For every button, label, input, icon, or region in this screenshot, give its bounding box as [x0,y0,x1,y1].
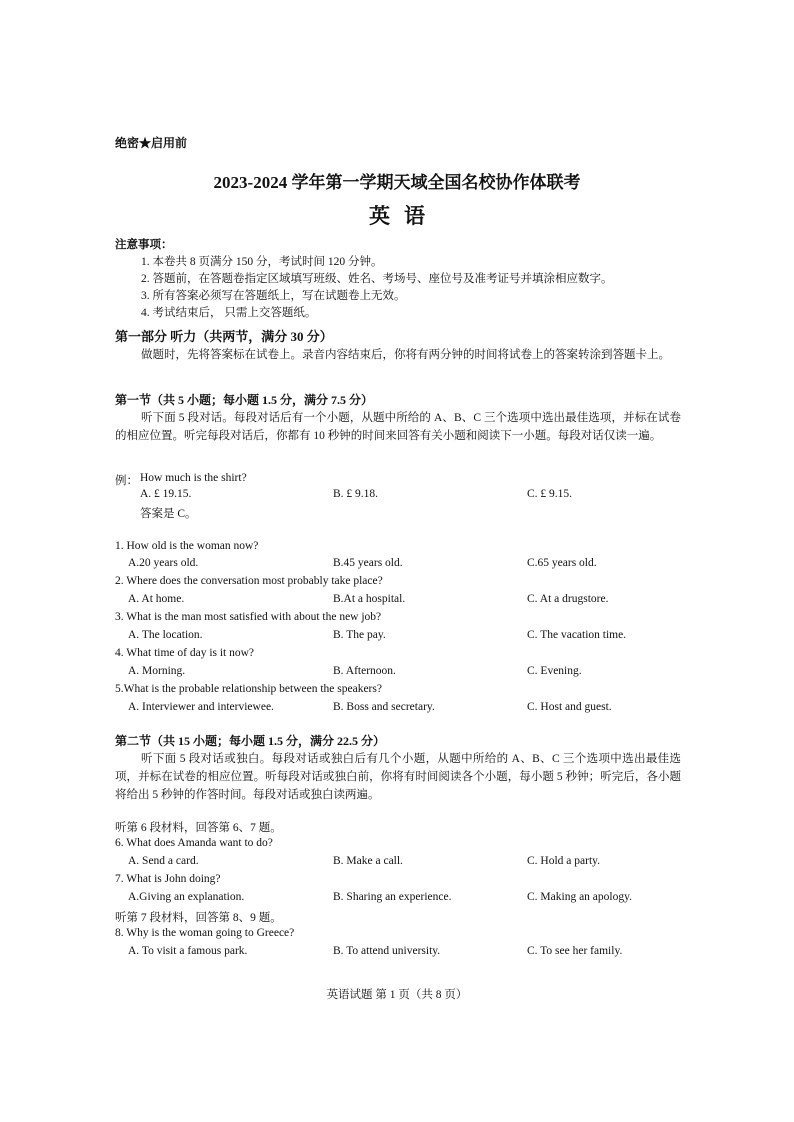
question-8: 8. Why is the woman going to Greece? [115,927,295,939]
q1-option-b: B.45 years old. [333,557,403,569]
subject-title: 英语 [369,204,439,228]
q6-option-b: B. Make a call. [333,855,403,867]
q2-option-c: C. At a drugstore. [527,593,609,605]
question-2: 2. Where does the conversation most probably take place? [115,575,383,587]
section2-heading: 第二节（共 15 小题；每小题 1.5 分，满分 22.5 分） [115,734,386,748]
q2-option-b: B.At a hospital. [333,593,406,605]
note-item: 4. 考试结束后， 只需上交答题纸。 [141,307,317,319]
part1-heading: 第一部分 听力（共两节，满分 30 分） [115,329,333,344]
part1-intro: 做题时，先将答案标在试卷上。录音内容结束后，你将有两分钟的时间将试卷上的答案转涂到答题卡上。 [141,349,670,361]
example-question: How much is the shirt? [140,472,247,484]
q3-option-c: C. The vacation time. [527,629,627,641]
page-footer: 英语试题 第 1 页（共 8 页） [326,989,468,1001]
example-label: 例： [115,475,138,487]
q8-option-c: C. To see her family. [527,945,623,957]
example-answer: 答案是 C。 [140,508,197,520]
example-option-a: A. £ 19.15. [140,488,192,500]
note-item: 1. 本卷共 8 页满分 150 分，考试时间 120 分钟。 [141,256,383,268]
section2-intro: 听下面 5 段对话或独白。每段对话或独白后有几个小题，从题中所给的 A、B、C 三个选项中选出最佳选项，并标在试卷的相应位置。听每段对话或独白前，你将有时间阅读各个小题，每小题 5 秒钟；听完后，各小题将给出 5 秒钟的作答时间。每段对话或独白读两遍。 [115,753,681,801]
material-7-note: 听第 7 段材料，回答第 8、9 题。 [115,912,282,924]
q8-option-b: B. To attend university. [333,945,441,957]
q1-option-a: A.20 years old. [128,557,199,569]
q4-option-c: C. Evening. [527,665,582,677]
question-4: 4. What time of day is it now? [115,647,255,659]
material-6-note: 听第 6 段材料，回答第 6、7 题。 [115,822,282,834]
section1-heading: 第一节（共 5 小题；每小题 1.5 分，满分 7.5 分） [115,393,374,407]
q6-option-c: C. Hold a party. [527,855,601,867]
question-6: 6. What does Amanda want to do? [115,837,273,849]
q4-option-b: B. Afternoon. [333,665,396,677]
q5-option-a: A. Interviewer and interviewee. [128,701,274,713]
q5-option-b: B. Boss and secretary. [333,701,435,713]
note-item: 3. 所有答案必须写在答题纸上，写在试题卷上无效。 [141,290,406,302]
note-item: 2. 答题前，在答题卷指定区域填写班级、姓名、考场号、座位号及准考证号并填涂相应数字。 [141,273,613,285]
section1-intro: 听下面 5 段对话。每段对话后有一个小题，从题中所给的 A、B、C 三个选项中选出最佳选项，并标在试卷的相应位置。听完每段对话后，你都有 10 秒钟的时间来回答有关小题和阅读下一小题。每段对话仅读一遍。 [115,412,681,442]
q5-option-c: C. Host and guest. [527,701,612,713]
confidential-mark: 绝密★启用前 [115,136,188,150]
example-option-b: B. £ 9.18. [333,488,379,500]
q7-option-a: A.Giving an explanation. [128,891,245,903]
q1-option-c: C.65 years old. [527,557,597,569]
q3-option-b: B. The pay. [333,629,386,641]
q6-option-a: A. Send a card. [128,855,199,867]
q3-option-a: A. The location. [128,629,203,641]
example-option-c: C. £ 9.15. [527,488,573,500]
q7-option-b: B. Sharing an experience. [333,891,452,903]
question-5: 5.What is the probable relationship between the speakers? [115,683,382,695]
question-1: 1. How old is the woman now? [115,540,259,552]
q7-option-c: C. Making an apology. [527,891,632,903]
exam-title: 2023-2024 学年第一学期天域全国名校协作体联考 [213,173,581,192]
question-7: 7. What is John doing? [115,873,221,885]
q2-option-a: A. At home. [128,593,185,605]
question-3: 3. What is the man most satisfied with about the new job? [115,611,382,623]
notes-heading: 注意事项： [115,239,173,251]
q8-option-a: A. To visit a famous park. [128,945,248,957]
q4-option-a: A. Morning. [128,665,186,677]
